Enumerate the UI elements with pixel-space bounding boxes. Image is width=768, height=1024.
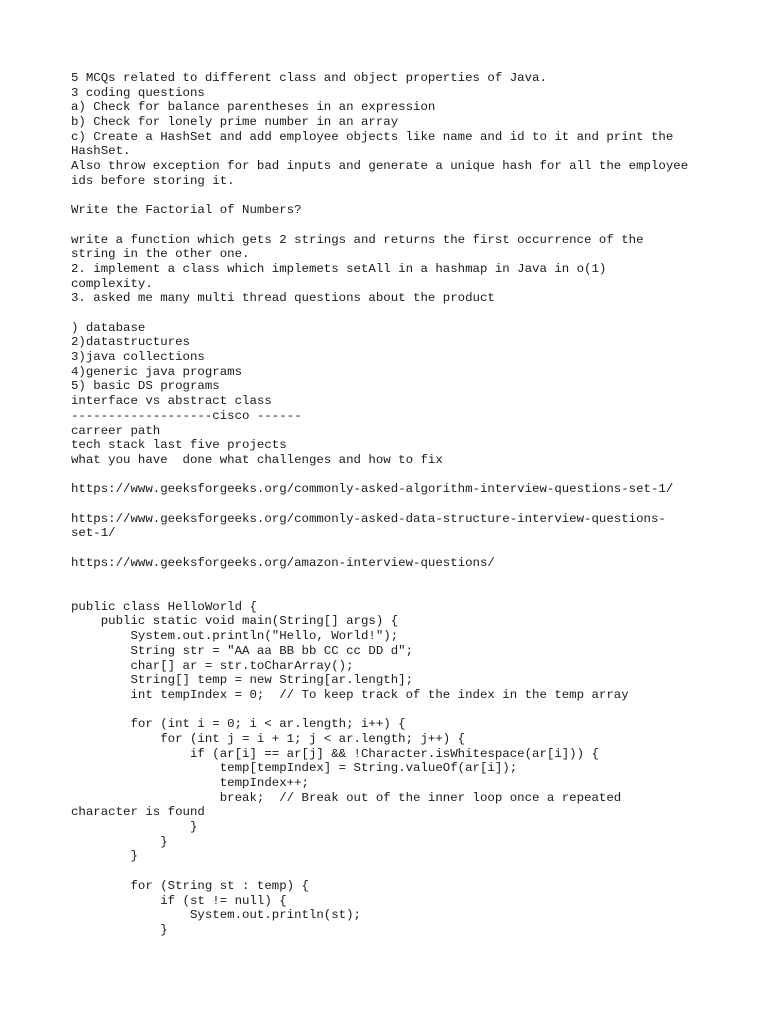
blank-line (71, 570, 711, 585)
blank-line (71, 497, 711, 512)
blank-line (71, 585, 711, 600)
code-line: for (int j = i + 1; j < ar.length; j++) { (71, 731, 466, 746)
code-line: } (71, 922, 168, 937)
code-line: if (ar[i] == ar[j] && !Character.isWhitespace(ar[i])) { (71, 746, 599, 761)
text-line: 2. implement a class which implemets setAll in a hashmap in Java in o(1) (71, 261, 607, 276)
text-line: string in the other one. (71, 247, 250, 262)
code-line: char[] ar = str.toCharArray(); (71, 658, 354, 673)
url-text: https://www.geeksforgeeks.org/commonly-asked-data-structure-interview-questions- (71, 511, 666, 526)
code-line: for (String st : temp) { (71, 878, 309, 893)
text-line: 5 MCQs related to different class and object properties of Java. (71, 71, 547, 85)
text-line: interface vs abstract class (71, 394, 272, 409)
blank-line (71, 541, 711, 556)
document-page (71, 71, 711, 938)
text-line: a) Check for balance parentheses in an expression (71, 100, 436, 115)
text-line: -------------------cisco ------ (71, 408, 302, 423)
text-line: b) Check for lonely prime number in an array (71, 115, 399, 130)
blank-line (71, 189, 711, 204)
blank-line (71, 468, 711, 483)
text-line: what you have done what challenges and how to fix (71, 452, 443, 467)
text-line: tech stack last five projects (71, 438, 287, 453)
code-line: temp[tempIndex] = String.valueOf(ar[i]); (71, 761, 518, 776)
code-line: } (71, 820, 198, 835)
code-line: tempIndex++; (71, 776, 309, 790)
text-line: HashSet. (71, 144, 131, 159)
code-line: } (71, 834, 168, 849)
blank-line (71, 703, 711, 718)
code-line: } (71, 849, 138, 864)
text-line: write a function which gets 2 strings and returns the first occurrence of the (71, 232, 644, 247)
code-line: String[] temp = new String[ar.length]; (71, 673, 414, 688)
text-line: 4)generic java programs (71, 364, 243, 379)
url-text: https://www.geeksforgeeks.org/commonly-asked-algorithm-interview-questions-set-1/ (71, 482, 674, 497)
blank-line (71, 864, 711, 879)
url-text: https://www.geeksforgeeks.org/amazon-interview-questions/ (71, 555, 495, 570)
code-line: character is found (71, 805, 205, 820)
text-line: 3 coding questions (71, 85, 205, 100)
text-line: c) Create a HashSet and add employee objects like name and id to it and print the (71, 129, 674, 144)
text-line: Also throw exception for bad inputs and generate a unique hash for all the employee (71, 159, 689, 174)
text-line: 3. asked me many multi thread questions about the product (71, 291, 495, 306)
text-line: complexity. (71, 276, 153, 291)
blank-line (71, 218, 711, 233)
code-line: String str = "AA aa BB bb CC cc DD d"; (71, 643, 414, 658)
text-line: Write the Factorial of Numbers? (71, 203, 302, 218)
text-line: ids before storing it. (71, 173, 235, 188)
text-line: ) database (71, 320, 146, 335)
text-line: 2)datastructures (71, 335, 190, 350)
code-line: if (st != null) { (71, 893, 287, 908)
code-line: public static void main(String[] args) { (71, 614, 399, 629)
code-line: System.out.println("Hello, World!"); (71, 629, 399, 644)
blank-line (71, 306, 711, 321)
code-line: for (int i = 0; i < ar.length; i++) { (71, 717, 406, 732)
code-line: System.out.println(st); (71, 908, 361, 923)
code-line: break; // Break out of the inner loop once a repeated (71, 790, 622, 805)
url-text: set-1/ (71, 526, 116, 541)
text-line: 5) basic DS programs (71, 379, 220, 394)
text-line: 3)java collections (71, 350, 205, 365)
text-line: carreer path (71, 423, 161, 438)
code-line: public class HelloWorld { (71, 599, 257, 614)
code-line: int tempIndex = 0; // To keep track of the index in the temp array (71, 687, 629, 702)
